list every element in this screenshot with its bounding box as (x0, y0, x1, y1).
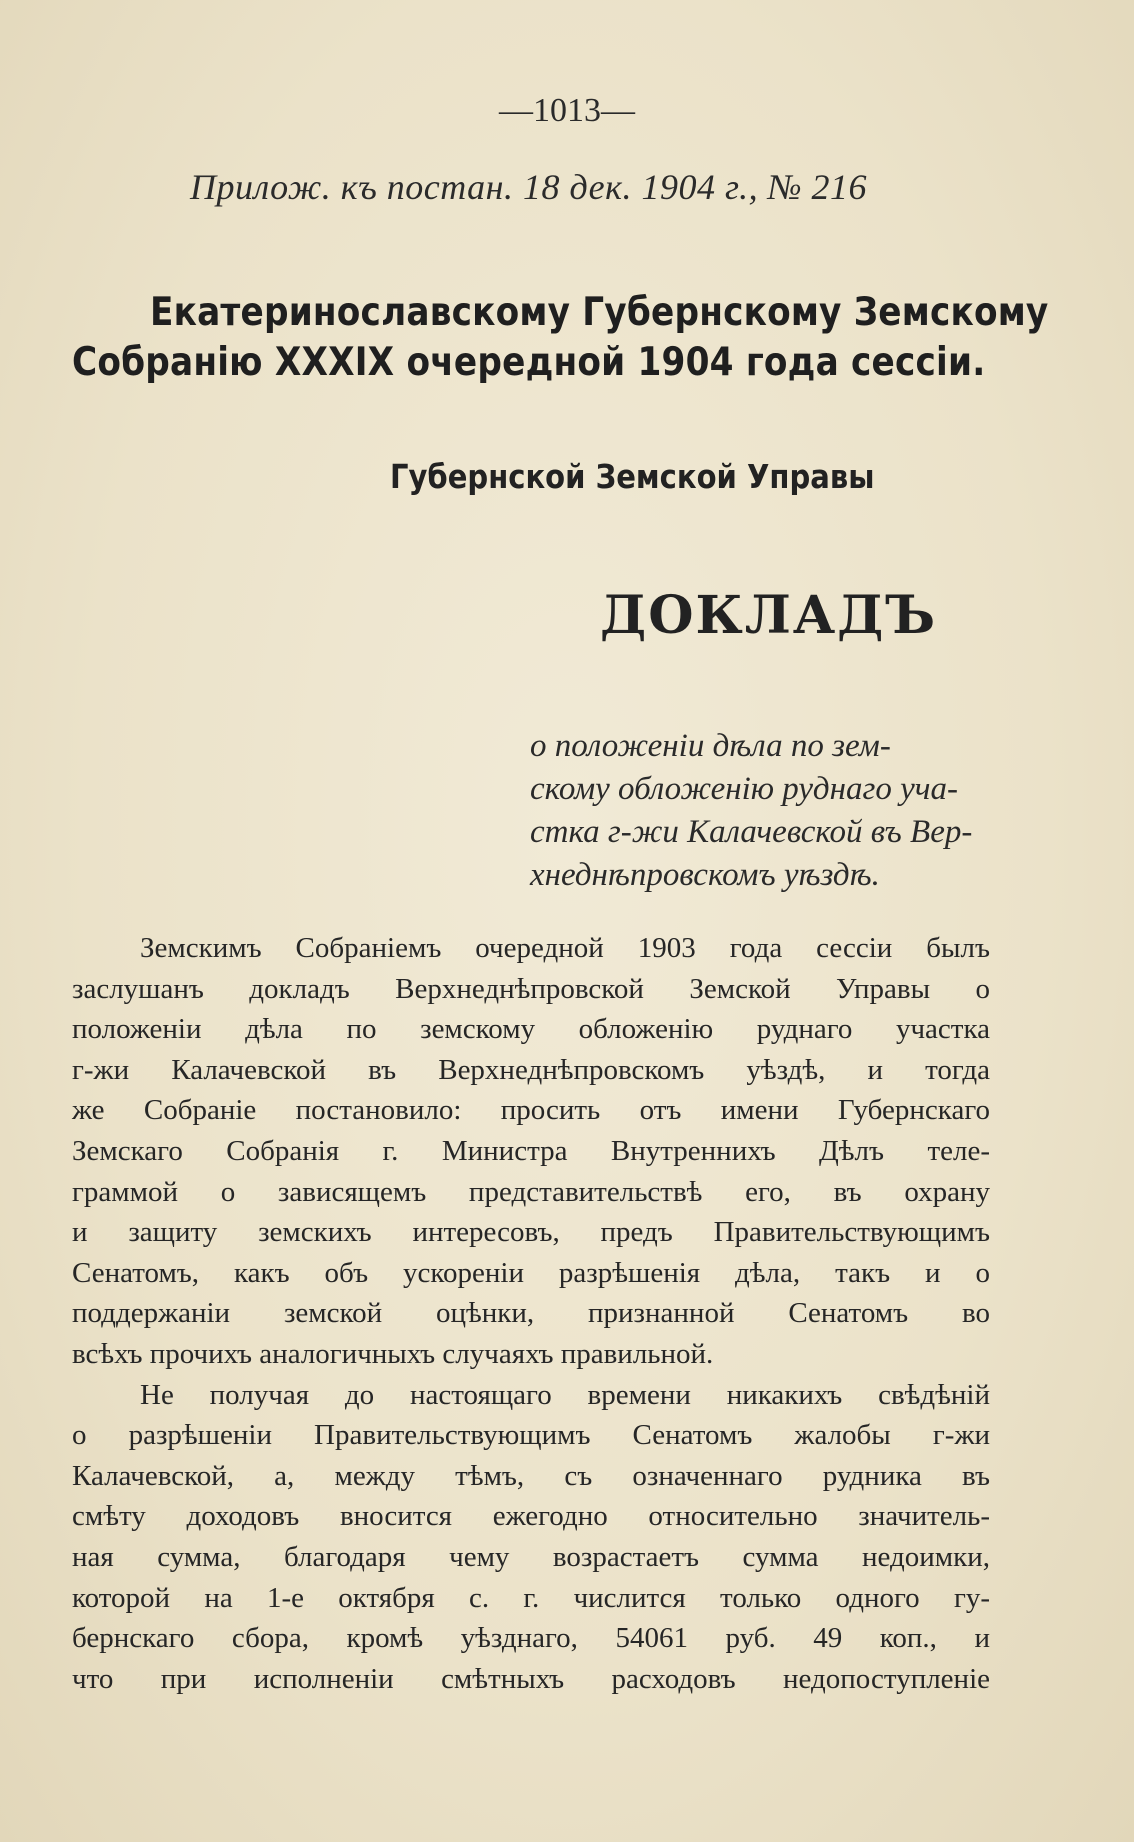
paragraph-2-line: ная сумма, благодаря чему возрастаетъ сумма недоимки, (72, 1540, 990, 1573)
paragraph-1-line: и защиту земскихъ интересовъ, предъ Правительствующимъ (72, 1216, 990, 1249)
paragraph-2-line: которой на 1-е октября с. г. числится только одного гу- (72, 1581, 990, 1614)
subject-line: хнеднѣпровскомъ уѣздѣ. (530, 857, 880, 893)
paragraph-1-line: всѣхъ прочихъ аналогичныхъ случаяхъ правильной. (72, 1337, 714, 1370)
heading-line-2: Собранію XXXIX очередной 1904 года сессіи. (72, 340, 986, 385)
paragraph-1-line: поддержаніи земской оцѣнки, признанной Сенатомъ во (72, 1297, 990, 1330)
paragraph-2-line: смѣту доходовъ вносится ежегодно относительно значитель- (72, 1500, 990, 1533)
page-number: —1013— (499, 92, 635, 129)
paragraph-2-line: бернскаго сбора, кромѣ уѣзднаго, 54061 руб. 49 коп., и (72, 1622, 990, 1655)
subject-line: стка г-жи Калачевской въ Вер- (530, 814, 973, 850)
paragraph-1-line: граммой о зависящемъ представительствѣ его, въ охрану (72, 1175, 990, 1208)
paragraph-1-line: г-жи Калачевской въ Верхнеднѣпровскомъ уѣздѣ, и тогда (72, 1053, 990, 1086)
paragraph-1-line: Земскимъ Собраніемъ очередной 1903 года сессіи былъ (140, 932, 990, 964)
paragraph-1-line: положеніи дѣла по земскому обложенію руднаго участка (72, 1013, 990, 1046)
paragraph-1-line: заслушанъ докладъ Верхнеднѣпровской Земской Управы о (72, 972, 990, 1005)
document-title: ДОКЛАДЪ (600, 585, 938, 646)
subject-line: о положеніи дѣла по зем- (530, 728, 891, 764)
paragraph-1-line: же Собраніе постановило: просить отъ имени Губернскаго (72, 1094, 990, 1127)
appendix-note: Прилож. къ постан. 18 дек. 1904 г., № 216 (190, 167, 868, 207)
issuer-heading: Губернской Земской Управы (390, 457, 875, 496)
paragraph-2-line: Не получая до настоящаго времени никакихъ свѣдѣній (140, 1378, 990, 1411)
report-body (72, 928, 990, 1699)
paragraph-2-line: что при исполненіи смѣтныхъ расходовъ недопоступленіе (72, 1662, 990, 1695)
paragraph-2-line: о разрѣшеніи Правительствующимъ Сенатомъ жалобы г-жи (72, 1419, 990, 1452)
report-subject (530, 725, 990, 897)
subject-line: скому обложенію руднаго уча- (530, 771, 958, 807)
paragraph-2-line: Калачевской, а, между тѣмъ, съ означеннаго рудника въ (72, 1459, 990, 1492)
paragraph-1-line: Сенатомъ, какъ объ ускореніи разрѣшенія дѣла, такъ и о (72, 1256, 990, 1289)
heading-line-1: Екатеринославскому Губернскому Земскому (150, 290, 1049, 335)
paragraph-1-line: Земскаго Собранія г. Министра Внутреннихъ Дѣлъ теле- (72, 1134, 990, 1167)
